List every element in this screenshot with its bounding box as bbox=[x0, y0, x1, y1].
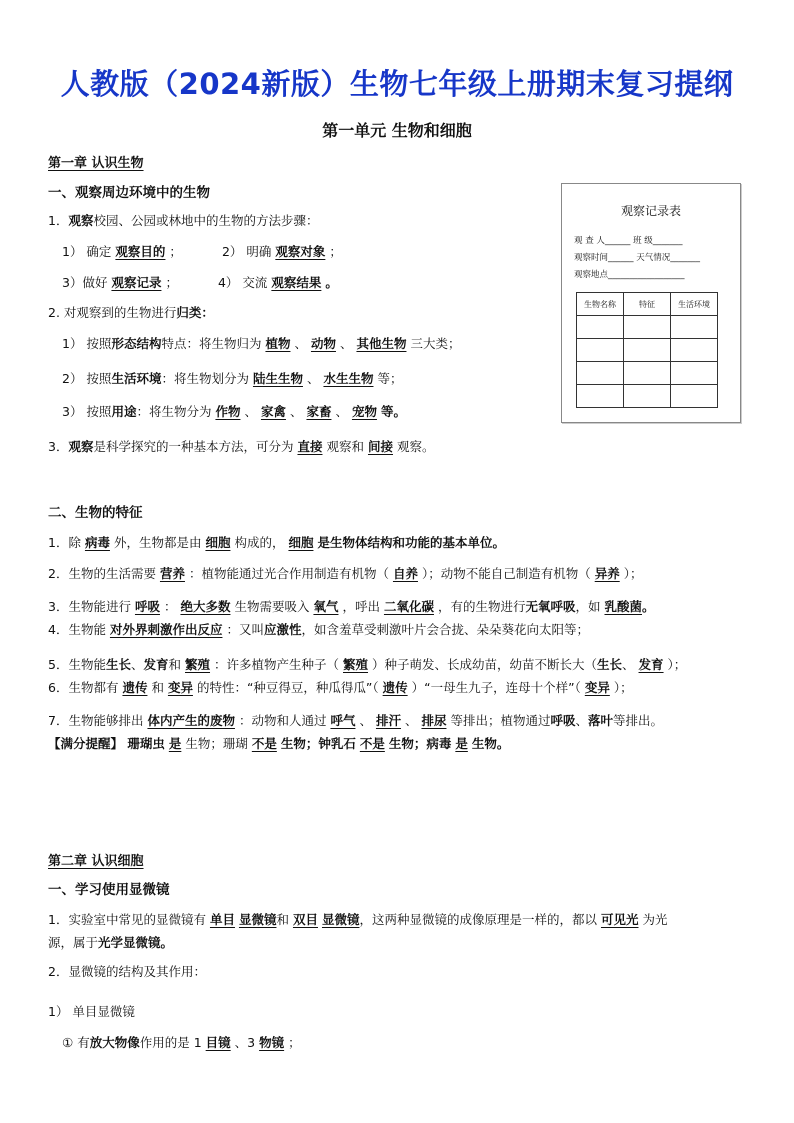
text-line: 2） 按照生活环境：将生物划分为 陆生生物 、 水生生物 等； bbox=[62, 371, 403, 386]
text-line: 源，属于光学显微镜。 bbox=[48, 935, 174, 950]
card-title: 观察记录表 bbox=[620, 204, 681, 218]
text-line: ① 有放大物像作用的是 1 目镜 、3 物镜 ； bbox=[62, 1035, 301, 1050]
text-line: 【满分提醒】 珊瑚虫 是 生物；珊瑚 不是 生物；钟乳石 不是 生物；病毒 是 生物。 bbox=[48, 736, 510, 751]
text-line: 2. 对观察到的生物进行归类： bbox=[48, 305, 214, 320]
text-line: 3．观察是科学探究的一种基本方法，可分为 直接 观察和 间接 观察。 bbox=[48, 439, 435, 454]
text-line: 1．实验室中常见的显微镜有 单目 显微镜和 双目 显微镜，这两种显微镜的成像原理是一样的，都以 可见光 为光 bbox=[48, 912, 668, 927]
record-table bbox=[576, 292, 718, 408]
chapter-1-heading: 第一章 认识生物 bbox=[48, 156, 144, 171]
text-line: 3．生物能进行 呼吸 ： 绝大多数 生物需要吸入 氧气 ，呼出 二氧化碳 ，有的生物进行无氧呼吸，如 乳酸菌。 bbox=[48, 599, 655, 614]
text-line: 2．显微镜的结构及其作用： bbox=[48, 964, 206, 979]
card-field: 观察地点__________________ bbox=[574, 270, 685, 280]
text-line: 5．生物能生长、发育和 繁殖 ：许多植物产生种子（ 繁殖 ）种子萌发、长成幼苗，幼苗不断长大（生长、 发育 ）； bbox=[48, 657, 687, 672]
text-line: 4．生物能 对外界刺激作出反应 ：又叫应激性，如含羞草受刺激叶片会合拢、朵朵葵花向太阳等； bbox=[48, 622, 589, 637]
text-line: 3）做好 观察记录 ； 4） 交流 观察结果 。 bbox=[62, 275, 338, 290]
text-line: 2．生物的生活需要 营养 ：植物能通过光合作用制造有机物（ 自养 ）；动物不能自己制造有机物（ 异养 ）； bbox=[48, 566, 643, 581]
text-line: 1．观察校园、公园或林地中的生物的方法步骤： bbox=[48, 213, 319, 228]
page-title: 人教版（2024新版）生物七年级上册期末复习提纲 bbox=[60, 67, 734, 101]
text-line: 7．生物能够排出 体内产生的废物 ：动物和人通过 呼气 、 排汗 、 排尿 等排出；植物通过呼吸、落叶等排出。 bbox=[48, 713, 664, 728]
section-heading: 二、生物的特征 bbox=[48, 505, 143, 521]
text-line: 1） 单目显微镜 bbox=[48, 1004, 135, 1019]
text-line: 1） 确定 观察目的 ； 2） 明确 观察对象 ； bbox=[62, 244, 342, 259]
text-line: 1） 按照形态结构特点：将生物归为 植物 、 动物 、 其他生物 三大类； bbox=[62, 336, 461, 351]
text-line: 3） 按照用途：将生物分为 作物 、 家禽 、 家畜 、 宠物 等。 bbox=[62, 404, 406, 419]
text-line: 6．生物都有 遗传 和 变异 的特性：“种豆得豆，种瓜得瓜”（ 遗传 ）“一母生九子，连母十个样”（ 变异 ）； bbox=[48, 680, 633, 695]
table-header: 特征 bbox=[624, 293, 671, 316]
section-heading: 一、学习使用显微镜 bbox=[48, 882, 170, 898]
section-heading: 一、观察周边环境中的生物 bbox=[48, 185, 210, 201]
card-field: 观察时间______ 天气情况_______ bbox=[574, 253, 700, 263]
card-field: 观 查 人______ 班 级_______ bbox=[574, 236, 683, 246]
chapter-2-heading: 第二章 认识细胞 bbox=[48, 854, 144, 869]
text-line: 1．除 病毒 外，生物都是由 细胞 构成的， 细胞 是生物体结构和功能的基本单位。 bbox=[48, 535, 505, 550]
table-header: 生活环境 bbox=[671, 293, 718, 316]
observation-record-card bbox=[561, 183, 741, 423]
unit-heading: 第一单元 生物和细胞 bbox=[322, 121, 472, 140]
table-header: 生物名称 bbox=[577, 293, 624, 316]
